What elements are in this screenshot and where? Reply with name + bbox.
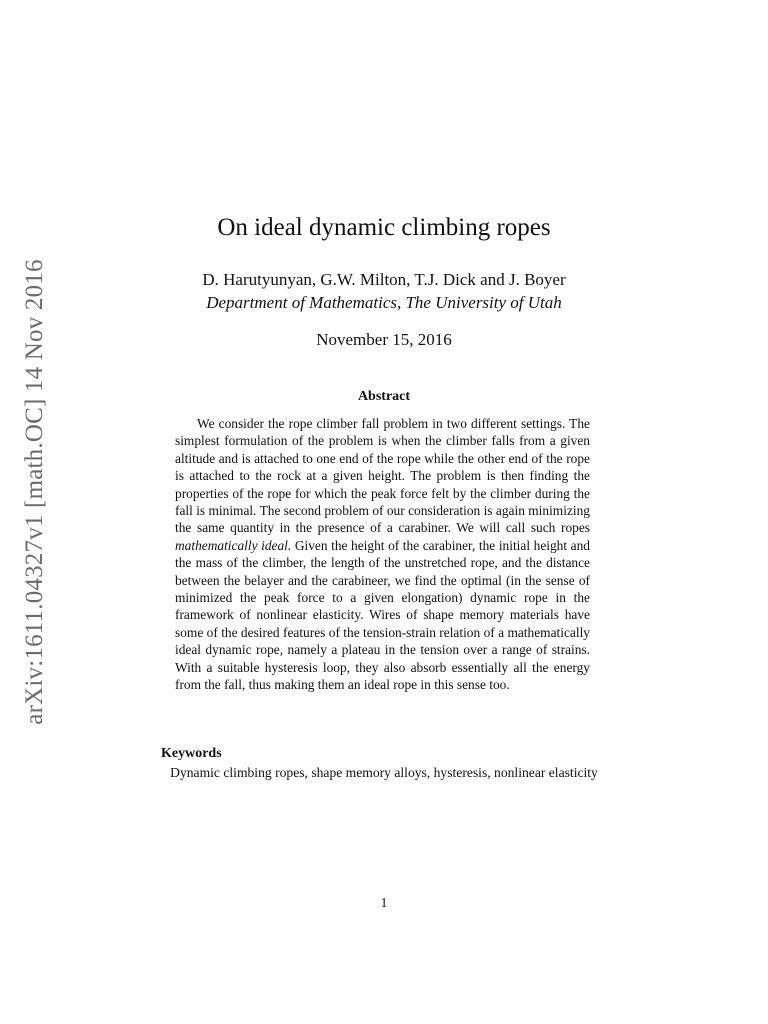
abstract-emphasis: mathematically ideal. <box>175 537 292 553</box>
abstract-text-part-1: We consider the rope climber fall problem in two different settings. The simplest formulation of the problem is when the climber falls from a given altitude and is attached to one end of the rope while the other end of the rope is attached to the rock at a given height. The problem is then finding the properties of the rope for which the peak force felt by the climber during the fall is minimal. The second problem of our consideration is again minimizing the same quantity in the presence of a carabiner. We will call such ropes <box>175 416 590 536</box>
author-affiliation: Department of Mathematics, The University of Utah <box>206 293 562 312</box>
keywords-list: Dynamic climbing ropes, shape memory alloys, hysteresis, nonlinear elasticity <box>170 765 598 780</box>
paper-title: On ideal dynamic climbing ropes <box>217 214 551 241</box>
author-list: D. Harutyunyan, G.W. Milton, T.J. Dick and J. Boyer <box>202 270 566 289</box>
keywords-heading: Keywords <box>161 746 222 761</box>
page-number: 1 <box>380 895 388 910</box>
abstract-body <box>175 415 590 694</box>
publication-date: November 15, 2016 <box>316 330 452 349</box>
abstract-heading: Abstract <box>357 389 411 404</box>
abstract-text-part-2: Given the height of the carabiner, the initial height and the mass of the climber, the length of the unstretched rope, and the distance between the belayer and the carabineer, we find the optimal (in the sense of minimized the peak force to a given elongation) dynamic rope in the framework of nonlinear elasticity. Wires of shape memory materials have some of the desired features of the tension-strain relation of a mathematically ideal dynamic rope, namely a plateau in the tension over a range of strains. With a suitable hysteresis loop, they also absorb essentially all the energy from the fall, thus making them an ideal rope in this sense too. <box>175 537 590 693</box>
arxiv-identifier-stamp: arXiv:1611.04327v1 [math.OC] 14 Nov 2016 <box>21 259 48 725</box>
